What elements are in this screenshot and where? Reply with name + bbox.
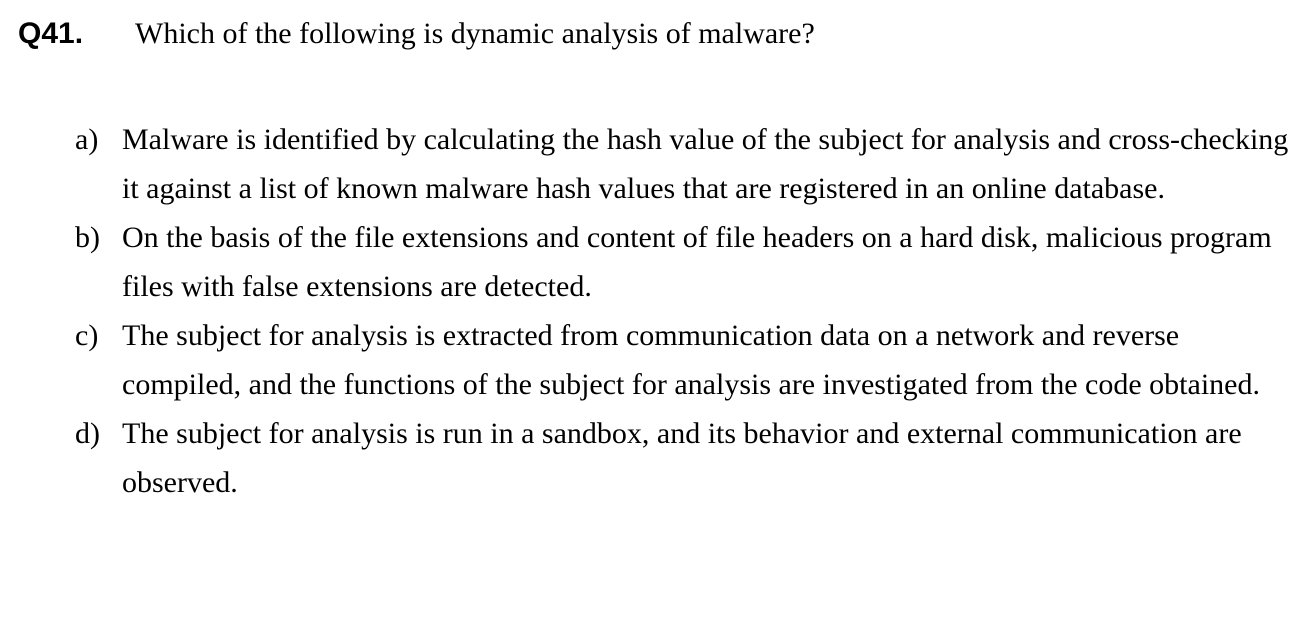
question-text: Which of the following is dynamic analysis of malware? [135, 17, 815, 50]
option-a [75, 115, 1315, 213]
option-a-text: Malware is identified by calculating the hash value of the subject for analysis and cross-checking it against a list of known malware hash values that are registered in an online database. [122, 123, 1289, 205]
option-c [75, 311, 1315, 409]
options-list [0, 115, 1315, 507]
option-c-text: The subject for analysis is extracted from communication data on a network and reverse compiled, and the functions of the subject for analysis are investigated from the code obtained. [122, 319, 1260, 401]
option-c-letter: c) [75, 319, 99, 352]
option-b-text: On the basis of the file extensions and content of file headers on a hard disk, malicious program files with false extensions are detected. [122, 221, 1272, 303]
option-a-letter: a) [75, 123, 99, 156]
question-number: Q41. [18, 17, 84, 50]
option-d [75, 409, 1315, 507]
option-b-letter: b) [75, 221, 100, 254]
option-b [75, 213, 1315, 311]
question-row [0, 9, 1315, 58]
option-d-letter: d) [75, 417, 100, 450]
option-d-text: The subject for analysis is run in a sandbox, and its behavior and external communication are observed. [122, 417, 1242, 499]
